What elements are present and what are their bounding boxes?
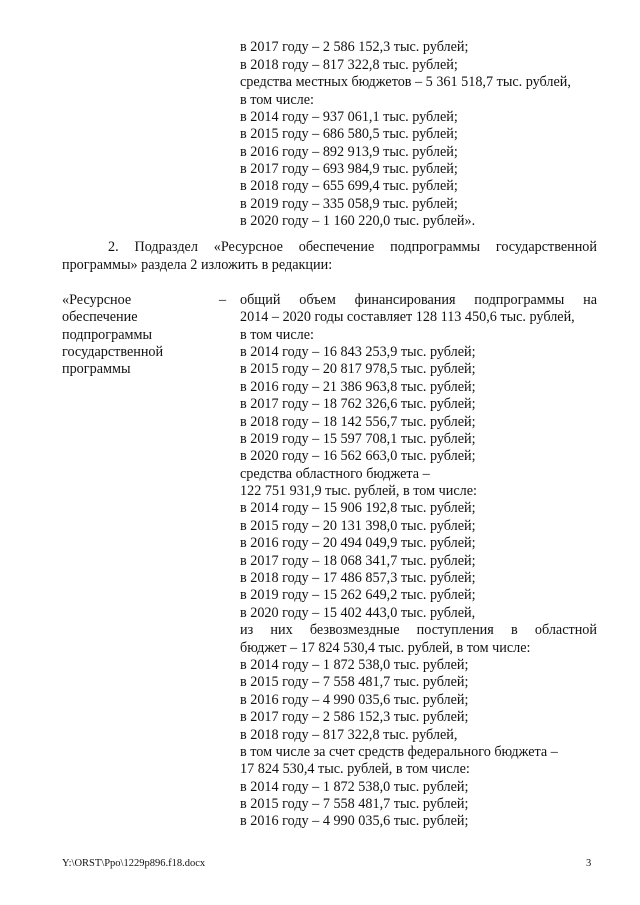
label-dash: –: [219, 292, 227, 308]
right-line: в 2018 году – 17 486 857,3 тыс. рублей;: [240, 570, 476, 586]
text-line: в 2019 году – 335 058,9 тыс. рублей;: [240, 196, 458, 212]
right-line: в 2019 году – 15 262 649,2 тыс. рублей;: [240, 587, 476, 603]
paragraph-line-2: программы» раздела 2 изложить в редакции:: [62, 257, 333, 273]
right-line: в 2015 году – 20 131 398,0 тыс. рублей;: [240, 518, 476, 534]
right-line: в 2014 году – 16 843 253,9 тыс. рублей;: [240, 344, 476, 360]
text-line: в 2020 году – 1 160 220,0 тыс. рублей».: [240, 213, 476, 229]
text-line: в 2017 году – 693 984,9 тыс. рублей;: [240, 161, 458, 177]
text-line: в 2018 году – 655 699,4 тыс. рублей;: [240, 178, 458, 194]
right-line: в 2015 году – 7 558 481,7 тыс. рублей;: [240, 674, 469, 690]
right-line: в 2018 году – 18 142 556,7 тыс. рублей;: [240, 414, 476, 430]
right-line: 17 824 530,4 тыс. рублей, в том числе:: [240, 761, 470, 777]
text-line: в 2014 году – 937 061,1 тыс. рублей;: [240, 109, 458, 125]
right-line: в 2016 году – 4 990 035,6 тыс. рублей;: [240, 813, 469, 829]
right-line: в 2018 году – 817 322,8 тыс. рублей,: [240, 727, 458, 743]
right-line: в 2019 году – 15 597 708,1 тыс. рублей;: [240, 431, 476, 447]
paragraph-line-1: 2. Подраздел «Ресурсное обеспечение подпрограммы государственной: [108, 239, 597, 255]
right-line: в 2014 году – 1 872 538,0 тыс. рублей;: [240, 779, 469, 795]
right-line: в 2017 году – 18 068 341,7 тыс. рублей;: [240, 553, 476, 569]
label-line: подпрограммы: [62, 327, 152, 343]
text-line: в 2015 году – 686 580,5 тыс. рублей;: [240, 126, 458, 142]
right-first-line: общий объем финансирования подпрограммы на: [240, 292, 597, 308]
right-line: 122 751 931,9 тыс. рублей, в том числе:: [240, 483, 477, 499]
label-line: «Ресурсное: [62, 292, 132, 308]
text-line: в 2017 году – 2 586 152,3 тыс. рублей;: [240, 39, 469, 55]
right-line: в 2020 году – 15 402 443,0 тыс. рублей,: [240, 605, 476, 621]
right-line: в 2014 году – 1 872 538,0 тыс. рублей;: [240, 657, 469, 673]
footer-file-path: Y:\ORST\Ppo\1229p896.f18.docx: [62, 858, 206, 869]
footer-page-number: 3: [586, 858, 592, 869]
right-line: в 2016 году – 4 990 035,6 тыс. рублей;: [240, 692, 469, 708]
right-line: в 2016 году – 21 386 963,8 тыс. рублей;: [240, 379, 476, 395]
right-line: в 2020 году – 16 562 663,0 тыс. рублей;: [240, 448, 476, 464]
text-line: в 2016 году – 892 913,9 тыс. рублей;: [240, 144, 458, 160]
right-line: в 2014 году – 15 906 192,8 тыс. рублей;: [240, 500, 476, 516]
right-just-line: из них безвозмездные поступления в областной: [240, 622, 597, 638]
label-line: государственной: [62, 344, 164, 360]
right-line: в 2015 году – 20 817 978,5 тыс. рублей;: [240, 361, 476, 377]
text-line: в 2018 году – 817 322,8 тыс. рублей;: [240, 57, 458, 73]
right-line: в 2015 году – 7 558 481,7 тыс. рублей;: [240, 796, 469, 812]
right-line: 2014 – 2020 годы составляет 128 113 450,6 тыс. рублей,: [240, 309, 575, 325]
right-line: бюджет – 17 824 530,4 тыс. рублей, в том числе:: [240, 640, 531, 656]
right-line: в том числе за счет средств федерального бюджета –: [240, 744, 558, 760]
right-line: в том числе:: [240, 327, 314, 343]
right-line: в 2016 году – 20 494 049,9 тыс. рублей;: [240, 535, 476, 551]
label-line: обеспечение: [62, 309, 138, 325]
right-line: в 2017 году – 18 762 326,6 тыс. рублей;: [240, 396, 476, 412]
text-line: в том числе:: [240, 92, 314, 108]
label-line: программы: [62, 361, 131, 377]
text-line: средства местных бюджетов – 5 361 518,7 тыс. рублей,: [240, 74, 571, 90]
right-line: в 2017 году – 2 586 152,3 тыс. рублей;: [240, 709, 469, 725]
right-line: средства областного бюджета –: [240, 466, 430, 482]
